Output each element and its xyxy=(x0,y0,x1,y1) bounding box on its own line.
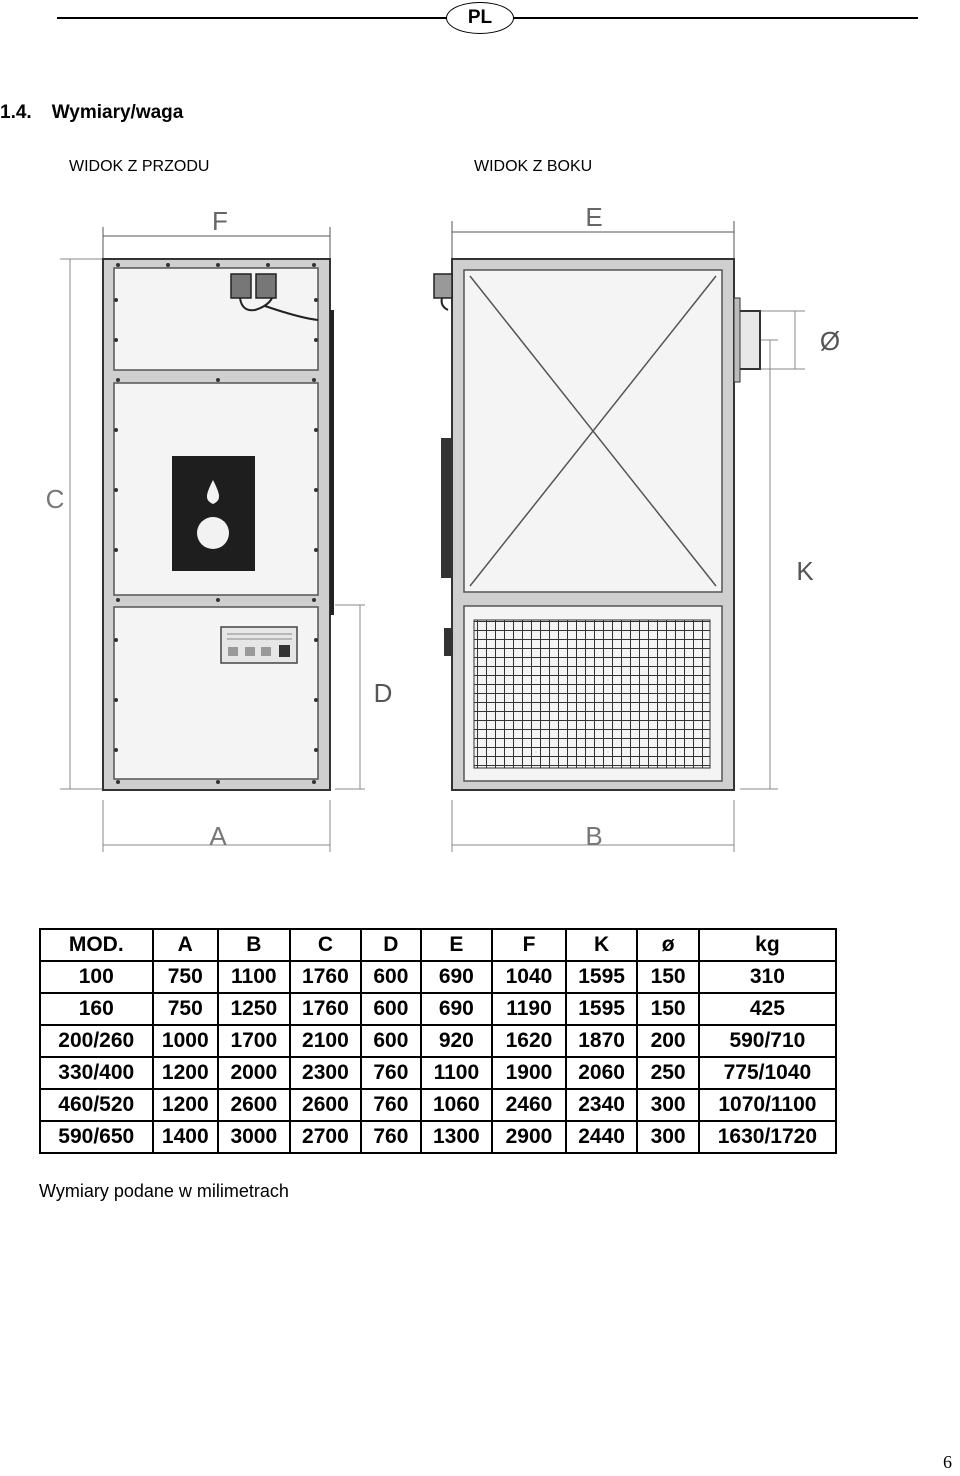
col-header: B xyxy=(218,929,290,961)
table-row xyxy=(40,961,836,993)
table-cell: 2060 xyxy=(566,1057,638,1089)
table-cell: 760 xyxy=(361,1089,420,1121)
table-cell: 1900 xyxy=(492,1057,566,1089)
table-row xyxy=(40,1057,836,1089)
header-rule-left xyxy=(57,17,447,19)
table-cell: 775/1040 xyxy=(699,1057,836,1089)
col-header: F xyxy=(492,929,566,961)
table-cell: 1000 xyxy=(153,1025,218,1057)
table-cell: 100 xyxy=(40,961,153,993)
table-cell: 1040 xyxy=(492,961,566,993)
table-cell: 1620 xyxy=(492,1025,566,1057)
table-cell: 1200 xyxy=(153,1057,218,1089)
section-heading xyxy=(0,102,183,124)
col-header: D xyxy=(361,929,420,961)
table-cell: 1595 xyxy=(566,961,638,993)
table-cell: 2700 xyxy=(290,1121,362,1153)
table-cell: 200/260 xyxy=(40,1025,153,1057)
col-header: kg xyxy=(699,929,836,961)
table-cell: 2340 xyxy=(566,1089,638,1121)
front-view xyxy=(46,206,393,852)
front-view-label: WIDOK Z PRZODU xyxy=(69,158,210,175)
side-view-label: WIDOK Z BOKU xyxy=(474,158,593,175)
table-cell: 150 xyxy=(637,993,698,1025)
table-cell: 300 xyxy=(637,1121,698,1153)
table-cell: 1595 xyxy=(566,993,638,1025)
table-cell: 1300 xyxy=(421,1121,493,1153)
table-cell: 750 xyxy=(153,961,218,993)
col-header: MOD. xyxy=(40,929,153,961)
table-cell: 2600 xyxy=(218,1089,290,1121)
table-cell: 1870 xyxy=(566,1025,638,1057)
table-cell: 2600 xyxy=(290,1089,362,1121)
dimensions-table xyxy=(39,928,837,1154)
table-row xyxy=(40,993,836,1025)
dim-label-diameter: Ø xyxy=(819,326,841,356)
table-cell: 920 xyxy=(421,1025,493,1057)
dim-label-c: C xyxy=(45,484,65,514)
table-cell: 750 xyxy=(153,993,218,1025)
table-cell: 690 xyxy=(421,993,493,1025)
table-cell: 590/650 xyxy=(40,1121,153,1153)
table-cell: 1250 xyxy=(218,993,290,1025)
table-cell: 1700 xyxy=(218,1025,290,1057)
dim-label-d: D xyxy=(373,678,393,708)
table-row xyxy=(40,1089,836,1121)
dim-label-e: E xyxy=(585,202,603,232)
dim-label-b: B xyxy=(585,821,603,851)
section-number: 1.4. xyxy=(0,102,32,123)
table-cell: 2440 xyxy=(566,1121,638,1153)
section-title: Wymiary/waga xyxy=(51,102,184,123)
table-cell: 150 xyxy=(637,961,698,993)
table-cell: 1190 xyxy=(492,993,566,1025)
dim-label-f: F xyxy=(212,206,228,236)
col-header: C xyxy=(290,929,362,961)
table-cell: 330/400 xyxy=(40,1057,153,1089)
table-cell: 760 xyxy=(361,1057,420,1089)
table-cell: 2300 xyxy=(290,1057,362,1089)
table-cell: 590/710 xyxy=(699,1025,836,1057)
col-header: A xyxy=(153,929,218,961)
table-cell: 1060 xyxy=(421,1089,493,1121)
table-cell: 2100 xyxy=(290,1025,362,1057)
table-cell: 1100 xyxy=(421,1057,493,1089)
col-header: E xyxy=(421,929,493,961)
table-cell: 250 xyxy=(637,1057,698,1089)
table-cell: 425 xyxy=(699,993,836,1025)
table-cell: 1200 xyxy=(153,1089,218,1121)
table-cell: 1760 xyxy=(290,993,362,1025)
col-header: K xyxy=(566,929,638,961)
table-cell: 1760 xyxy=(290,961,362,993)
table-cell: 600 xyxy=(361,961,420,993)
table-row xyxy=(40,1025,836,1057)
table-cell: 600 xyxy=(361,993,420,1025)
header-rule-right xyxy=(511,17,918,19)
units-footnote: Wymiary podane w milimetrach xyxy=(39,1181,289,1201)
col-header: ø xyxy=(637,929,698,961)
table-cell: 160 xyxy=(40,993,153,1025)
table-cell: 3000 xyxy=(218,1121,290,1153)
table-cell: 460/520 xyxy=(40,1089,153,1121)
table-cell: 2460 xyxy=(492,1089,566,1121)
table-cell: 600 xyxy=(361,1025,420,1057)
table-cell: 1070/1100 xyxy=(699,1089,836,1121)
dim-label-k: K xyxy=(796,556,814,586)
table-cell: 1100 xyxy=(218,961,290,993)
table-cell: 2000 xyxy=(218,1057,290,1089)
table-row xyxy=(40,1121,836,1153)
table-header-row xyxy=(40,929,836,961)
table-cell: 2900 xyxy=(492,1121,566,1153)
table-cell: 690 xyxy=(421,961,493,993)
dimension-drawing xyxy=(0,195,960,865)
dim-label-a: A xyxy=(209,821,227,851)
language-badge: PL xyxy=(446,2,514,34)
page-number: 6 xyxy=(943,1452,952,1472)
table-cell: 1400 xyxy=(153,1121,218,1153)
table-cell: 760 xyxy=(361,1121,420,1153)
side-view xyxy=(434,202,840,852)
table-cell: 300 xyxy=(637,1089,698,1121)
table-cell: 1630/1720 xyxy=(699,1121,836,1153)
table-cell: 310 xyxy=(699,961,836,993)
table-cell: 200 xyxy=(637,1025,698,1057)
